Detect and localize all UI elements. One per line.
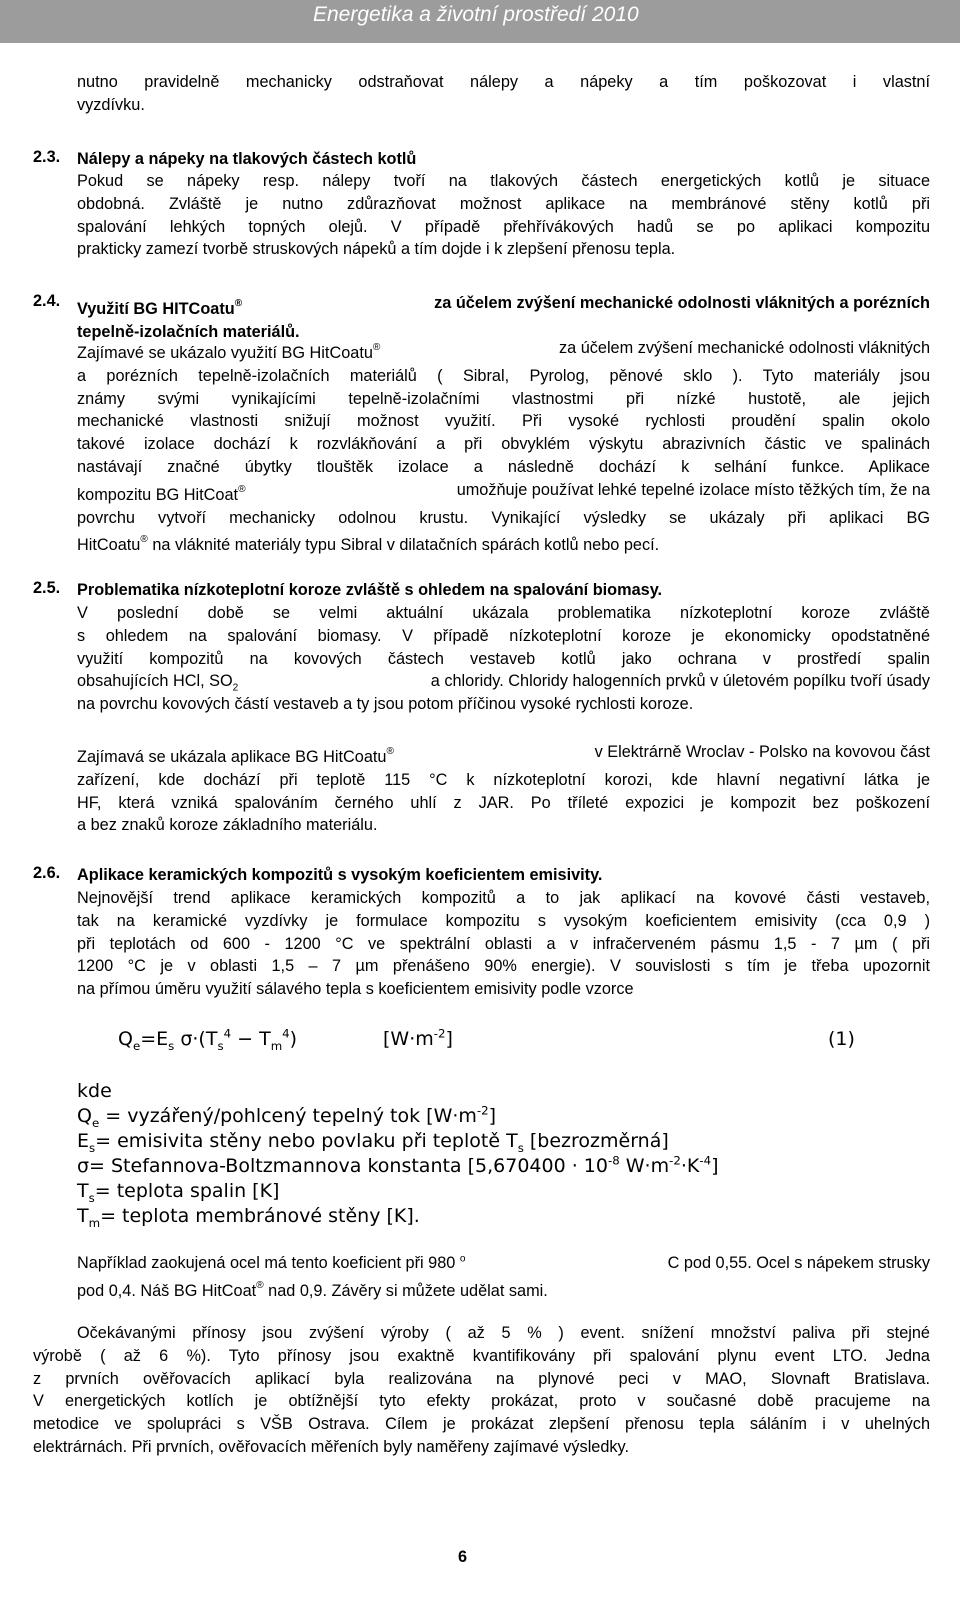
text-line: obdobná. Zvláště je nutno zdůrazňovat možnost aplikace na membránové stěny kotlů při [77,194,930,213]
text-line: známy svými vynikajícími tepelně-izolačními vlastnostmi při nízké hustotě, ale jejich [77,389,930,408]
section-number: 2.3. [33,148,61,166]
definition-ts: $T_s=$ teplota spalin [K] [77,1180,280,1205]
section-2-3-paragraph [77,170,930,261]
section-2-6-paragraph [77,887,930,1001]
text-run: nad 0,9. Závěry si můžete udělat sami. [268,1281,548,1300]
registered-mark: ® [234,298,243,309]
text-line: Nejnovější trend aplikace keramických kompozitů a to jak aplikací na kovové části vestaveb, [77,889,930,907]
text-run: Zajímavá se ukázala aplikace BG HitCoatu [77,748,387,766]
section-number: 2.6. [33,864,61,882]
text-run: v Elektrárně Wroclav - Polsko na kovovou část [594,743,930,761]
closing-paragraph [33,1322,930,1459]
section-2-4-paragraph [77,337,930,557]
text-line: 1200 °C je v oblasti 1,5 – 7 µm přenášeno 90% energie). V souvislosti s tím je třeba upozornit [77,957,930,976]
text-line: využití kompozitů na kovových částech vestaveb kotlů jako ochrana v prostředí spalin [77,649,930,668]
text-line: na povrchu kovových částí vestaveb a ty jsou potom příčinou vysoké rychlosti koroze. [77,695,694,714]
text-run: kompozitu BG HitCoat [77,485,239,504]
text-line: na přímou úměru využití sálavého tepla s koeficientem emisivity podle vzorce [77,980,634,999]
intro-paragraph [77,71,930,117]
registered-mark: ® [238,483,246,495]
text-line: takové izolace dochází k rozvlákňování a při obvyklém výskytu abrazivních částic ve spalinách [77,435,930,454]
superscript: o [459,1253,466,1265]
text-line: tak na keramické vyzdívky je formulace kompozitu s vysokým koeficientem emisivity (cca 0,9 ) [77,911,930,930]
section-title: Aplikace keramických kompozitů s vysokým koeficientem emisivity. [77,866,603,884]
registered-mark: ® [372,342,381,353]
text-line: spalování lehkých topných olejů. V případě přehřívákových hadů se po aplikaci kompozitu [77,217,930,236]
text-run: pod 0,4. Náš BG HitCoat [77,1281,257,1300]
text-run: HitCoatu [77,536,141,555]
text-line: prakticky zamezí tvorbě struskových nápeků a tím dojde i k zlepšení přenosu tepla. [77,240,676,259]
text-line: elektrárnách. Při prvních, ověřovacích měřeních byly naměřeny zajímavé výsledky. [33,1437,630,1456]
emissivity-formula: $Q_e=E_s$ $\sigma\cdot(T_s^4 - T_m^4)$ [118,1026,298,1053]
text-line: nastávají značné úbytky tlouštěk izolace a následně dochází k selhání funkce. Aplikace [77,457,930,476]
registered-mark: ® [256,1279,264,1291]
text-run: Zajímavé se ukázalo využití BG HitCoatu [77,344,373,362]
formula-number: (1) [828,1028,855,1050]
text-line: Pokud se nápeky resp. nálepy tvoří na tlakových částech energetických kotlů je situace [77,172,930,190]
kde-label: kde [77,1080,112,1102]
text-line: z prvních ověřovacích aplikací byla realizována na plynové peci v MAO, Slovnaft Bratislava. [33,1369,930,1388]
text-line: nutno pravidelně mechanicky odstraňovat nálepy a nápeky a tím poškozovat i vlastní [77,73,930,91]
text-line: metodice ve spolupráci s VŠB Ostrava. Cílem je prokázat zlepšení přenosu tepla sáláním i v uhelných [33,1415,930,1434]
text-line: vyzdívku. [77,95,145,114]
text-line: a bez znaků koroze základního materiálu. [77,816,378,835]
text-run: Například zaokujená ocel má tento koeficient při 980 [77,1254,460,1272]
registered-mark: ® [140,534,148,546]
text-line: zařízení, kde dochází při teplotě 115 °C k nízkoteplotní korozi, kde hlavní negativní látka je [77,770,930,789]
title-text: Využití BG HITCoatu [77,300,235,318]
text-line: a porézních tepelně-izolačních materiálů ( Sibral, Pyrolog, pěnové sklo ). Tyto materiály jsou [77,366,930,385]
text-line: povrchu vytvoří mechanicky odolnou krustu. Vynikající výsledky se ukázaly při aplikaci BG [77,508,930,527]
text-run: umožňuje používat lehké tepelné izolace místo těžkých tím, že na [456,480,930,499]
definition-tm: $T_m=$ teplota membránové stěny [K]. [77,1205,420,1230]
text-line: s ohledem na spalování biomasy. V případě nízkoteplotní koroze je ekonomicky opodstatněné [77,626,930,645]
page-number: 6 [458,1548,468,1566]
text-run: C pod 0,55. Ocel s nápekem strusky [667,1254,930,1272]
formula-unit: $[W\cdot m^{-2}]$ [383,1026,453,1050]
title-text: za účelem zvýšení mechanické odolnosti vláknitých a porézních [434,294,930,312]
text-line: HF, která vzniká spalováním černého uhlí z JAR. Po tříleté expozici je kompozit bez poškození [77,793,930,812]
text-line: V poslední době se velmi aktuální ukázala problematika nízkoteplotní koroze zvláště [77,604,930,622]
subscript: 2 [232,682,239,694]
section-number: 2.4. [33,292,61,310]
text-line: mechanické vlastnosti snižují možnost využití. Při vysoké rychlosti proudění spalin okolo [77,412,930,431]
title-text: tepelně-izolačních materiálů. [77,323,300,341]
text-line: při teplotách od 600 - 1200 °C ve spektrální oblasti a v infračerveném pásmu 1,5 - 7 µm ( při [77,934,930,953]
definition-e: $E_s=$ emisivita stěny nebo povlaku při teplotě $T_s$ [bezrozměrná] [77,1130,669,1155]
section-title: Problematika nízkoteplotní koroze zvláště s ohledem na spalování biomasy. [77,581,663,599]
section-number: 2.5. [33,579,61,597]
section-title: Nálepy a nápeky na tlakových částech kotlů [77,150,417,168]
text-run: za účelem zvýšení mechanické odolnosti vláknitých [558,339,930,357]
registered-mark: ® [386,746,394,757]
text-line: výrobě ( až 6 %). Tyto přínosy jsou exaktně kvantifikovány při spalování plynu event LTO. Jedna [33,1346,930,1365]
section-2-5-paragraph [77,602,930,716]
definition-sigma: σ= Stefannova-Boltzmannova konstanta [$5,670400 \cdot 10^{-8}$ $W\cdot m^{-2}\cdot K^{-4}$] [77,1153,719,1177]
text-line: V energetických kotlích je obtížnější tyto efekty prokázat, proto v současné době pracujeme na [33,1392,930,1411]
header-title: Energetika a životní prostředí 2010 [313,3,639,26]
section-2-5-paragraph-2 [77,741,930,837]
text-line: Očekávanými přínosy jsou zvýšení výroby ( až 5 % ) event. snížení množství paliva při stejné [77,1324,930,1342]
example-paragraph [77,1252,930,1303]
definition-q: $Q_e$ = vyzářený/pohlcený tepelný tok $[W\cdot m^{-2}]$ [77,1103,497,1130]
header-bar [0,0,960,43]
text-run: na vláknité materiály typu Sibral v dilatačních spárách kotlů nebo pecí. [152,536,660,555]
text-run: obsahujících HCl, SO [77,672,233,691]
text-run: a chloridy. Chloridy halogenních prvků v úletovém popílku tvoří úsady [430,672,930,691]
